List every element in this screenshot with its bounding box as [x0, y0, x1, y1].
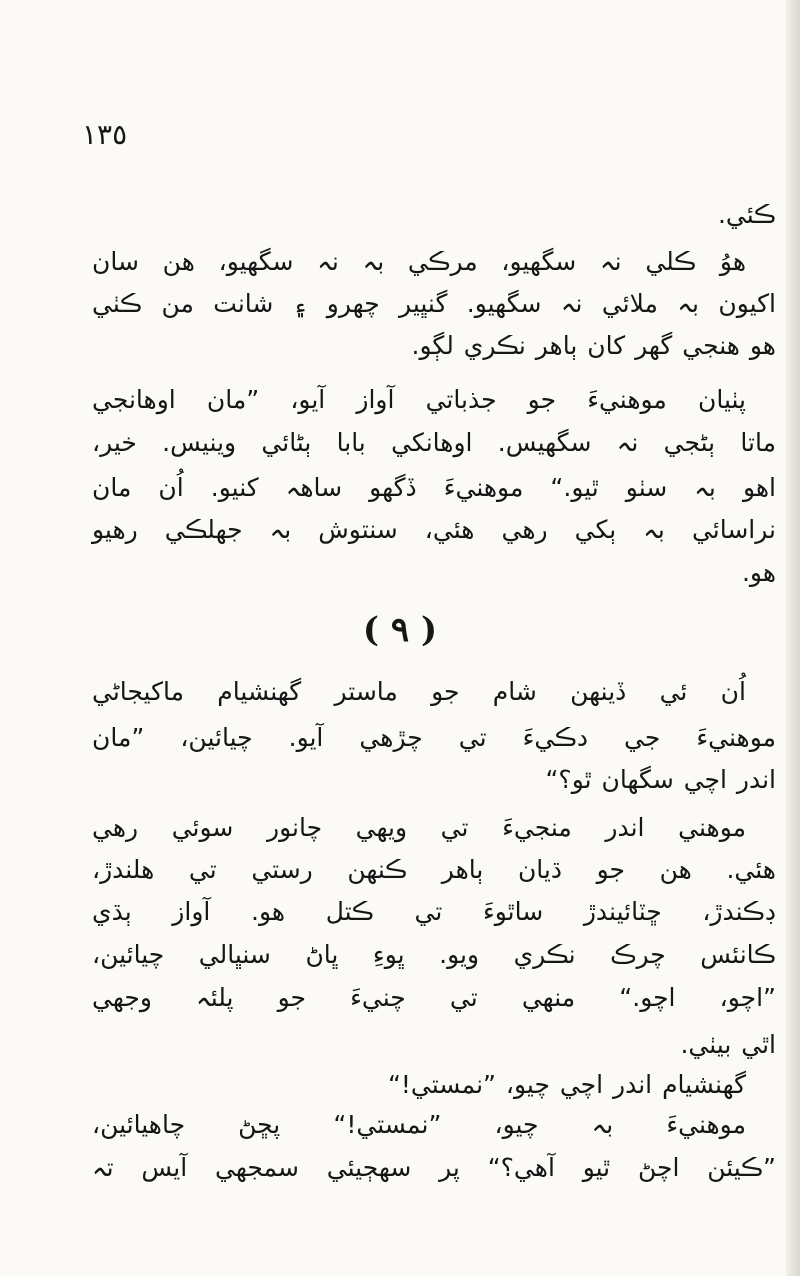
- text-line: اُن ئي ڏينهن شام جو ماستر گهنشيام ماکيجاڻي: [92, 677, 746, 706]
- text-line: ”اچو، اچو.“ منهي تي چنيءَ جو پلئہ وجهي: [92, 983, 776, 1012]
- text-line: هو هنجي گهر کان ٻاهر نڪري لڳو.: [411, 331, 776, 360]
- text-line: ”ڪيئن اچڻ ٿيو آهي؟“ پر سهڄيئي سمجهي آيس تہ: [92, 1153, 776, 1182]
- text-line: ماتا ٻڻجي نہ سگهيس. اوهانکي بابا ٻڻائي وينيس. خير،: [92, 428, 776, 457]
- text-line: هو.: [741, 558, 776, 587]
- text-line: نراسائي بہ ٻکي رهي هئي، سنتوش بہ جهلڪي رهيو: [92, 515, 776, 544]
- text-line: اکيون بہ ملائي نہ سگهيو. گنڀير چهرو ۽ شانت من ڪٺي: [92, 289, 776, 318]
- chapter-heading: ( ٩ ): [362, 610, 438, 650]
- text-line: هوُ ڪلي نہ سگهيو، مرڪي بہ نہ سگهيو، هن سان: [92, 247, 746, 276]
- text-line: اٿي بيٺي.: [680, 1030, 776, 1059]
- text-line: موهني اندر منجيءَ تي ويهي چانور سوئي رهي: [92, 813, 746, 842]
- text-line: موهنيءَ بہ چيو، ”نمستي!“ پڇڻ چاهيائين،: [92, 1110, 746, 1139]
- text-line: اهو بہ سٺو ٿيو.“ موهنيءَ ڏگهو ساهہ کنيو. اُن مان: [92, 473, 776, 502]
- text-line: هئي. هن جو ڌيان ٻاهر ڪنهن رستي تي هلندڙ،: [92, 855, 776, 884]
- text-line: موهنيءَ جي دڪيءَ تي چڙهي آيو. چيائين، ”مان: [92, 723, 776, 752]
- text-line: پٺيان موهنيءَ جو جذباتي آواز آيو، ”مان اوهانجي: [92, 385, 746, 414]
- text-line: اندر اچي سگهان ٿو؟“: [545, 765, 776, 794]
- text-line: ڪانئس چرڪ نڪري ويو. ڀوءِ ڀاڻ سنڀالي چيائين،: [92, 940, 776, 969]
- text-line: گهنشيام اندر اچي چيو، ”نمستي!“: [387, 1070, 746, 1099]
- page-number: ١٣٥: [82, 118, 128, 151]
- text-line: ڊڪندڙ، ڇٽائيندڙ ساٿوءَ تي ڪتل هو. آواز ٻڌي: [92, 897, 776, 926]
- text-line: ڪئي.: [717, 200, 776, 229]
